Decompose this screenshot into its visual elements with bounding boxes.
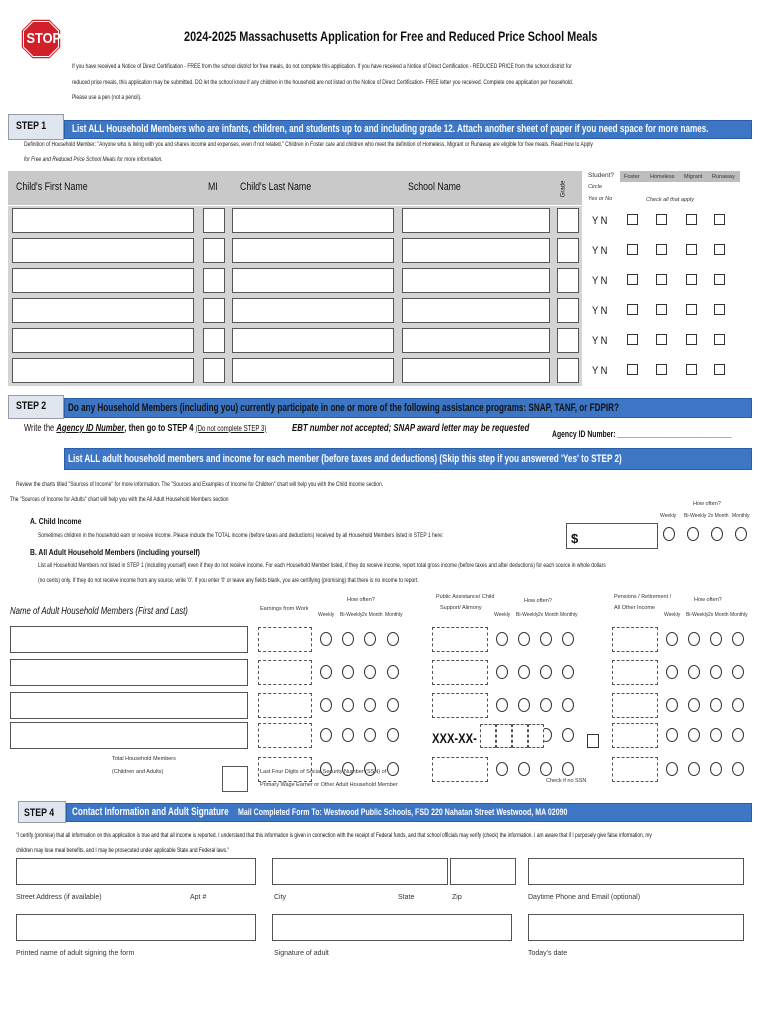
col-homeless: Homeless — [650, 174, 675, 180]
street-label: Street Address (if available) — [16, 894, 102, 901]
grade-input[interactable] — [557, 268, 579, 293]
step4-label: STEP 4 — [24, 807, 55, 819]
adult-freq-radio[interactable] — [688, 698, 700, 712]
child-last-name-input[interactable] — [232, 328, 394, 353]
ssn-label-1: Last Four Digits of Social Security Number (SSN) of — [260, 769, 387, 775]
adult-freq-radio[interactable] — [688, 728, 700, 742]
adult-freq-label: Bi-Weekly — [686, 612, 709, 618]
adult-income-input[interactable] — [258, 660, 312, 685]
state-label: State — [398, 894, 415, 901]
homeless-checkbox[interactable] — [656, 334, 667, 345]
step2-instructions — [24, 423, 266, 434]
col-migrant: Migrant — [684, 174, 703, 180]
adult-freq-radio[interactable] — [320, 698, 332, 712]
adult-freq-radio[interactable] — [364, 698, 376, 712]
signature-input[interactable] — [272, 914, 512, 941]
page-title: 2024-2025 Massachusetts Application for Free and Reduced Price School Meals — [184, 28, 598, 44]
adult-freq-radio[interactable] — [732, 665, 744, 679]
homeless-checkbox[interactable] — [656, 214, 667, 225]
total-label-2: (Children and Adults) — [112, 769, 164, 775]
printed-name-input[interactable] — [16, 914, 256, 941]
adult-freq-radio[interactable] — [540, 698, 552, 712]
step2-label: STEP 2 — [16, 400, 47, 412]
adult-freq-radio[interactable] — [342, 698, 354, 712]
homeless-checkbox[interactable] — [656, 304, 667, 315]
grade-input[interactable] — [557, 208, 579, 233]
adult-how-often: How often? — [347, 597, 375, 603]
earnings-label: Earnings from Work — [260, 606, 309, 612]
child-first-name-input[interactable] — [12, 268, 194, 293]
col-first-name: Child's First Name — [16, 181, 88, 193]
pension-label-2: All Other Income — [614, 605, 655, 611]
adult-freq-radio[interactable] — [342, 632, 354, 646]
adult-freq-radio[interactable] — [710, 762, 722, 776]
child-freq-radio[interactable] — [663, 527, 675, 541]
migrant-checkbox[interactable] — [686, 334, 697, 345]
adult-freq-radio[interactable] — [732, 632, 744, 646]
adult-income-input[interactable] — [612, 757, 658, 782]
adult-income-input[interactable] — [432, 757, 488, 782]
child-last-name-input[interactable] — [232, 238, 394, 263]
adult-freq-radio[interactable] — [496, 665, 508, 679]
adult-freq-radio[interactable] — [518, 632, 530, 646]
check-all-note: Check all that apply — [646, 197, 694, 203]
adult-freq-radio[interactable] — [540, 632, 552, 646]
adult-freq-radio[interactable] — [540, 665, 552, 679]
adult-how-often: How often? — [694, 597, 722, 603]
migrant-checkbox[interactable] — [686, 214, 697, 225]
total-members-input[interactable] — [222, 766, 248, 792]
adult-freq-radio[interactable] — [496, 632, 508, 646]
foster-checkbox[interactable] — [627, 334, 638, 345]
foster-checkbox[interactable] — [627, 214, 638, 225]
adult-freq-label: 2x Month — [362, 612, 383, 618]
child-freq-radio[interactable] — [711, 527, 723, 541]
adult-freq-label: Weekly — [494, 612, 511, 618]
adult-freq-label: 2x Month — [708, 612, 729, 618]
child-freq-radio[interactable] — [687, 527, 699, 541]
step1-definition-2: for Free and Reduced Price School Meals for more information. — [24, 156, 163, 163]
child-last-name-input[interactable] — [232, 268, 394, 293]
col-student: Student? — [588, 172, 615, 179]
adult-freq-label: Bi-Weekly — [516, 612, 539, 618]
child-freq-label: Monthly — [732, 513, 750, 519]
adult-freq-radio[interactable] — [666, 632, 678, 646]
adult-freq-radio[interactable] — [320, 728, 332, 742]
col-yes-no: Yes or No — [588, 196, 613, 202]
ssn-label-2: Primary Wage Earner or Other Adult Household Member — [260, 782, 398, 788]
child-last-name-input[interactable] — [232, 298, 394, 323]
adult-income-input[interactable] — [612, 723, 658, 748]
adult-freq-radio[interactable] — [518, 665, 530, 679]
child-freq-label: 2x Month — [708, 513, 729, 519]
adult-how-often: How often? — [524, 598, 552, 604]
step1-label: STEP 1 — [16, 120, 47, 132]
date-label: Today's date — [528, 950, 568, 957]
adult-freq-radio[interactable] — [387, 665, 399, 679]
adult-freq-label: Weekly — [664, 612, 681, 618]
homeless-checkbox[interactable] — [656, 274, 667, 285]
adult-freq-radio[interactable] — [342, 665, 354, 679]
adult-freq-radio[interactable] — [364, 632, 376, 646]
adult-freq-label: Bi-Weekly — [340, 612, 363, 618]
adult-freq-radio[interactable] — [387, 728, 399, 742]
runaway-checkbox[interactable] — [714, 214, 725, 225]
adult-income-input[interactable] — [258, 627, 312, 652]
intro-line-1: If you have received a Notice of Direct Certification - FREE from the school district for free meals, do not complete this application. If you have received a Notice of Direct Certification - REDUCED PRICE from the school district for — [72, 63, 572, 70]
adult-freq-radio[interactable] — [364, 665, 376, 679]
school-name-input[interactable] — [402, 298, 550, 323]
adult-income-input[interactable] — [432, 660, 488, 685]
adult-freq-radio[interactable] — [666, 728, 678, 742]
ssn-prefix: XXX-XX- — [432, 730, 477, 746]
child-mi-input[interactable] — [203, 358, 225, 383]
adult-income-input[interactable] — [432, 627, 488, 652]
grade-input[interactable] — [557, 358, 579, 383]
school-name-input[interactable] — [402, 238, 550, 263]
child-income-title: A. Child Income — [30, 516, 82, 526]
adult-freq-radio[interactable] — [387, 698, 399, 712]
adult-name-input[interactable] — [10, 626, 248, 653]
city-label: City — [274, 894, 287, 901]
adult-freq-radio[interactable] — [562, 762, 574, 776]
adult-freq-radio[interactable] — [688, 665, 700, 679]
school-name-input[interactable] — [402, 328, 550, 353]
adult-freq-radio[interactable] — [320, 665, 332, 679]
adult-freq-label: Weekly — [318, 612, 335, 618]
apt-label: Apt # — [190, 894, 207, 901]
adult-freq-radio[interactable] — [342, 728, 354, 742]
homeless-checkbox[interactable] — [656, 364, 667, 375]
step4-heading: Contact Information and Adult Signature — [72, 806, 229, 818]
adult-freq-radio[interactable] — [710, 632, 722, 646]
child-first-name-input[interactable] — [12, 238, 194, 263]
student-yes-no[interactable]: Y N — [592, 275, 608, 287]
adult-freq-radio[interactable] — [518, 698, 530, 712]
city-input[interactable] — [272, 858, 448, 885]
agency-id-link: Agency ID Number — [56, 423, 125, 434]
step1-definition-1: Definition of Household Member: "Anyone who is living with you and shares income and expenses, even if not related." Children in Foster care and children who meet the definition of Homeless, Migrant or Runaway are eligible for free meals. Read How to Apply — [24, 141, 593, 148]
adult-freq-label: Monthly — [730, 612, 748, 618]
step2-heading: Do any Household Members (including you) currently participate in one or more of the following assistance programs: SNAP, TANF, or FDPIR? — [68, 402, 620, 414]
date-input[interactable] — [528, 914, 744, 941]
zip-label: Zip — [452, 894, 462, 901]
adult-freq-radio[interactable] — [496, 762, 508, 776]
col-last-name: Child's Last Name — [240, 181, 312, 193]
step3-review-1: Review the charts titled "Sources of Income" for more information. The "Sources and Examples of Income for Children" chart will help you with the Child Income section. — [16, 481, 384, 488]
col-foster: Foster — [624, 174, 640, 180]
intro-line-3: Please use a pen (not a pencil). — [72, 94, 142, 101]
child-last-name-input[interactable] — [232, 358, 394, 383]
school-name-input[interactable] — [402, 358, 550, 383]
grade-input[interactable] — [557, 328, 579, 353]
adult-name-input[interactable] — [10, 722, 248, 749]
adult-name-input[interactable] — [10, 659, 248, 686]
adult-income-input[interactable] — [258, 693, 312, 718]
zip-input[interactable] — [450, 858, 516, 885]
street-address-input[interactable] — [16, 858, 256, 885]
student-yes-no[interactable]: Y N — [592, 305, 608, 317]
runaway-checkbox[interactable] — [714, 244, 725, 255]
adult-freq-radio[interactable] — [666, 762, 678, 776]
agency-id-field[interactable]: Agency ID Number: ______________________________ — [552, 429, 732, 439]
phone-email-input[interactable] — [528, 858, 744, 885]
foster-checkbox[interactable] — [627, 274, 638, 285]
adult-freq-radio[interactable] — [688, 632, 700, 646]
student-yes-no[interactable]: Y N — [592, 365, 608, 377]
child-freq-radio[interactable] — [735, 527, 747, 541]
adult-freq-radio[interactable] — [666, 665, 678, 679]
migrant-checkbox[interactable] — [686, 364, 697, 375]
child-first-name-input[interactable] — [12, 328, 194, 353]
adult-freq-radio[interactable] — [688, 762, 700, 776]
adult-title: B. All Adult Household Members (including yourself) — [30, 547, 200, 557]
mail-to: Mail Completed Form To: Westwood Public Schools, FSD 220 Nahatan Street Westwood, MA 02090 — [238, 807, 568, 818]
pension-label-1: Pensions / Retirement / — [614, 594, 672, 600]
adult-text-1: List all Household Members not listed in STEP 1 (including yourself) even if they do not receive income. For each Household Member listed, if they do receive income, report total gross income (before taxes and after deductions) for each source in whole dollars — [38, 562, 606, 569]
adult-freq-radio[interactable] — [562, 665, 574, 679]
foster-checkbox[interactable] — [627, 304, 638, 315]
adult-freq-radio[interactable] — [562, 698, 574, 712]
homeless-checkbox[interactable] — [656, 244, 667, 255]
col-runaway: Runaway — [712, 174, 735, 180]
school-name-input[interactable] — [402, 208, 550, 233]
ssn-digit-input[interactable] — [496, 724, 512, 748]
child-income-input[interactable] — [566, 523, 658, 549]
adult-income-input[interactable] — [612, 693, 658, 718]
ebt-note: EBT number not accepted; SNAP award letter may be requested — [292, 423, 530, 434]
foster-checkbox[interactable] — [627, 244, 638, 255]
intro-line-2: reduced price meals, this application may be submitted. DO let the school know if any children in the household are not listed on the Notice of Direct Certification- FREE letter you received. Complete one application per household. — [72, 79, 574, 86]
public-label-1: Public Assistance/ Child — [436, 594, 495, 600]
adult-freq-radio[interactable] — [732, 762, 744, 776]
migrant-checkbox[interactable] — [686, 274, 697, 285]
child-income-text: Sometimes children in the household earn or receive income. Please include the TOTAL income (before taxes and deductions) received by all Household Members listed in STEP 1 here: — [38, 532, 444, 539]
step3-heading: List ALL adult household members and income for each member (before taxes and deductions) (Skip this step if you answered 'Yes' to STEP 2) — [68, 453, 622, 465]
adult-freq-radio[interactable] — [732, 728, 744, 742]
adult-freq-radio[interactable] — [496, 698, 508, 712]
student-yes-no[interactable]: Y N — [592, 215, 608, 227]
student-yes-no[interactable]: Y N — [592, 335, 608, 347]
col-mi: MI — [208, 181, 218, 193]
do-not-step3: (Do not complete STEP 3) — [195, 424, 267, 433]
child-mi-input[interactable] — [203, 328, 225, 353]
col-school-name: School Name — [408, 181, 461, 193]
runaway-checkbox[interactable] — [714, 364, 725, 375]
public-label-2: Support/ Alimony — [440, 605, 482, 611]
adult-income-input[interactable] — [612, 627, 658, 652]
adult-freq-label: Monthly — [560, 612, 578, 618]
adult-name-input[interactable] — [10, 692, 248, 719]
foster-checkbox[interactable] — [627, 364, 638, 375]
stop-sign-icon — [20, 18, 62, 60]
child-mi-input[interactable] — [203, 298, 225, 323]
certification-2: children may lose meal benefits, and I may be prosecuted under applicable State and Federal laws." — [16, 847, 230, 854]
runaway-checkbox[interactable] — [714, 304, 725, 315]
printed-name-label: Printed name of adult signing the form — [16, 950, 135, 957]
child-freq-label: Weekly — [660, 513, 677, 519]
child-last-name-input[interactable] — [232, 208, 394, 233]
stop-text: STOP — [26, 30, 62, 47]
adult-freq-radio[interactable] — [320, 632, 332, 646]
ssn-digit-input[interactable] — [480, 724, 496, 748]
adult-freq-radio[interactable] — [666, 698, 678, 712]
dollar-sign: $ — [571, 531, 579, 546]
child-mi-input[interactable] — [203, 238, 225, 263]
child-first-name-input[interactable] — [12, 208, 194, 233]
go-to-step4-text: , then go to STEP 4 — [124, 423, 196, 434]
no-ssn-checkbox[interactable] — [587, 734, 599, 748]
grade-input[interactable] — [557, 238, 579, 263]
adult-freq-radio[interactable] — [540, 762, 552, 776]
child-first-name-input[interactable] — [12, 298, 194, 323]
adult-text-2: (no cents) only. If they do not receive income from any source, write '0'. If you enter '0' or leave any fields blank, you are certifying (promising) that there is no income to report. — [38, 577, 419, 584]
child-how-often: How often? — [693, 501, 721, 507]
migrant-checkbox[interactable] — [686, 304, 697, 315]
student-yes-no[interactable]: Y N — [592, 245, 608, 257]
adult-freq-radio[interactable] — [387, 762, 399, 776]
adult-freq-radio[interactable] — [710, 665, 722, 679]
col-grade: Grade — [560, 180, 567, 198]
adult-freq-radio[interactable] — [518, 762, 530, 776]
adult-income-input[interactable] — [258, 723, 312, 748]
ssn-digit-input[interactable] — [528, 724, 544, 748]
ssn-digit-input[interactable] — [512, 724, 528, 748]
phone-label: Daytime Phone and Email (optional) — [528, 894, 641, 901]
step1-heading: List ALL Household Members who are infants, children, and students up to and including grade 12. Attach another sheet of paper if you need space for more names. — [72, 123, 709, 135]
step3-review-2: The "Sources of Income for Adults" chart will help you with the All Adult Household Members section — [10, 496, 229, 503]
col-circle: Circle — [588, 184, 603, 190]
adult-names-label: Name of Adult Household Members (First and Last) — [10, 606, 188, 617]
child-freq-label: Bi-Weekly — [684, 513, 707, 519]
adult-freq-radio[interactable] — [732, 698, 744, 712]
child-mi-input[interactable] — [203, 208, 225, 233]
migrant-checkbox[interactable] — [686, 244, 697, 255]
runaway-checkbox[interactable] — [714, 274, 725, 285]
school-name-input[interactable] — [402, 268, 550, 293]
write-the-text: Write the — [24, 423, 57, 434]
total-label-1: Total Household Members — [112, 756, 176, 762]
signature-label: Signature of adult — [274, 950, 329, 957]
no-ssn-label: Check if no SSN — [546, 778, 587, 784]
adult-income-input[interactable] — [432, 693, 488, 718]
child-mi-input[interactable] — [203, 268, 225, 293]
runaway-checkbox[interactable] — [714, 334, 725, 345]
adult-freq-label: Monthly — [385, 612, 403, 618]
adult-freq-radio[interactable] — [364, 728, 376, 742]
grade-input[interactable] — [557, 298, 579, 323]
adult-freq-radio[interactable] — [710, 728, 722, 742]
certification-1: "I certify (promise) that all information on this application is true and that all income is reported. I understand that this information is given in connection with the receipt of Federal funds, and that school officials may verify (check) the information. I am aware that if I purposely give false information, my — [16, 832, 652, 839]
adult-freq-radio[interactable] — [562, 632, 574, 646]
adult-freq-radio[interactable] — [562, 728, 574, 742]
child-first-name-input[interactable] — [12, 358, 194, 383]
adult-freq-radio[interactable] — [710, 698, 722, 712]
adult-freq-radio[interactable] — [387, 632, 399, 646]
adult-income-input[interactable] — [612, 660, 658, 685]
adult-freq-label: 2x Month — [538, 612, 559, 618]
